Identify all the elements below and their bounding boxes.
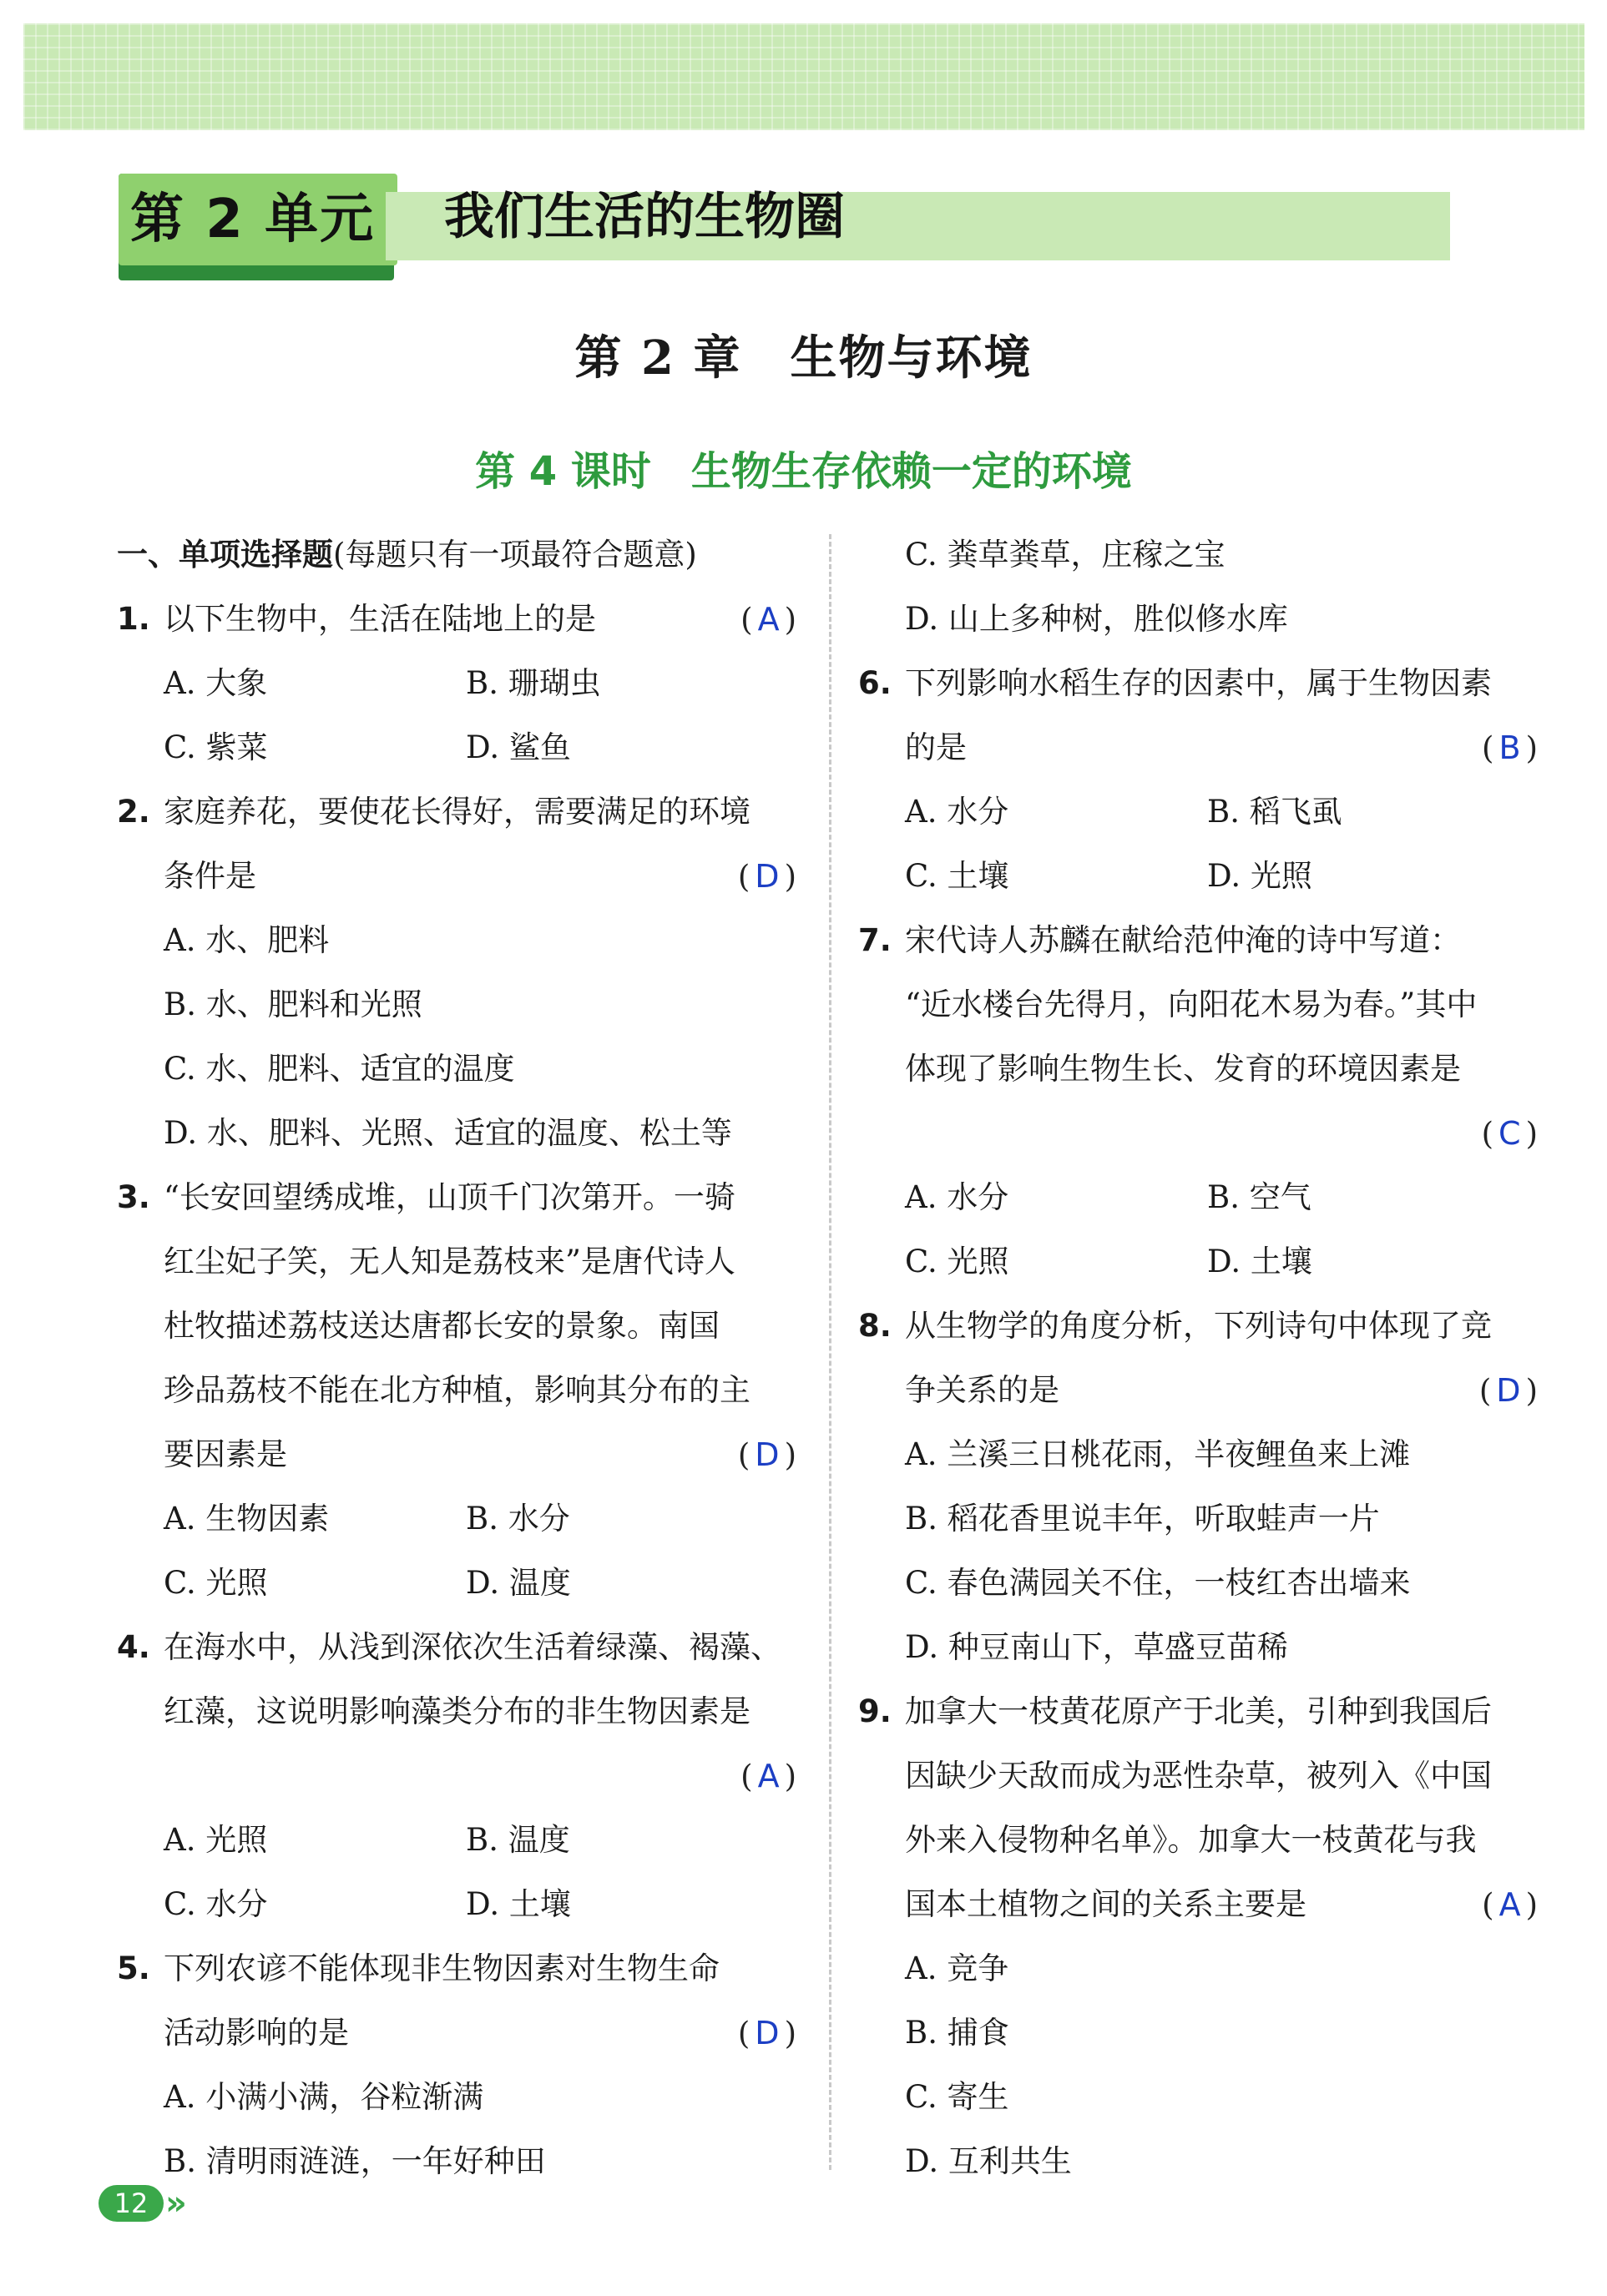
question-text: 的是 (905, 729, 967, 765)
option-row (117, 663, 801, 727)
question-text: 杜牧描述荔枝送达唐都长安的景象。南国 (164, 1308, 720, 1344)
question-number: 4. (117, 1629, 150, 1665)
question-text: 条件是 (164, 858, 256, 894)
question-text: “长安回望绣成堆，山顶千门次第开。一骑 (164, 1179, 735, 1215)
section-heading (117, 534, 801, 598)
answer-box (1482, 727, 1543, 770)
option-a: A. 光照 (164, 1822, 268, 1858)
section-note: (每题只有一项最符合题意) (333, 537, 697, 573)
question-4 (117, 1627, 801, 1691)
bracket-open: ( (737, 1437, 755, 1473)
answer-line (858, 1113, 1543, 1177)
option-d: D. 温度 (466, 1565, 571, 1601)
question-number: 7. (858, 922, 892, 958)
answer-box (1482, 1113, 1543, 1155)
section-title: 一、单项选择题 (117, 537, 333, 573)
option-row (858, 855, 1543, 920)
question-text-line (858, 1884, 1543, 1948)
unit-title: 我们生活的生物圈 (444, 188, 845, 246)
option-b: B. 空气 (1207, 1179, 1311, 1215)
option-a: A. 小满小满，谷粒渐满 (164, 2079, 484, 2115)
question-text: 争关系的是 (905, 1372, 1059, 1408)
question-text-line (117, 1305, 801, 1370)
question-text: 红藻，这说明影响藻类分布的非生物因素是 (164, 1693, 750, 1729)
option-row (117, 2141, 801, 2205)
option-row (117, 1113, 801, 1177)
chevron-right-icon: » (165, 2184, 187, 2223)
answer-box (1482, 1884, 1543, 1926)
question-text: 以下生物中，生活在陆地上的是 (164, 601, 596, 637)
bracket-close: ) (1525, 730, 1543, 766)
option-b: B. 稻飞虱 (1207, 794, 1342, 830)
bracket-close: ) (784, 2016, 801, 2051)
option-b: B. 水分 (466, 1501, 570, 1537)
option-c: C. 水、肥料、适宜的温度 (164, 1051, 515, 1087)
option-b: B. 捕食 (905, 2015, 1009, 2051)
chapter-title: 第 2 章 生物与环境 (574, 331, 1033, 386)
option-a: A. 大象 (164, 665, 268, 701)
bracket-close: ) (1525, 1373, 1543, 1409)
option-c: C. 光照 (164, 1565, 268, 1601)
question-text: “近水楼台先得月，向阳花木易为春。”其中 (905, 987, 1478, 1022)
option-row (858, 1434, 1543, 1498)
question-2 (117, 791, 801, 855)
bracket-close: ) (1525, 1116, 1543, 1152)
question-9 (858, 1691, 1543, 1755)
question-text: 外来入侵物种名单》。加拿大一枝黄花与我 (905, 1822, 1477, 1858)
option-d: D. 种豆南山下，草盛豆苗稀 (905, 1629, 1288, 1665)
option-row (117, 1498, 801, 1562)
left-column (117, 534, 801, 2205)
option-a: A. 生物因素 (164, 1501, 330, 1537)
option-row (117, 727, 801, 791)
question-text-line (117, 2012, 801, 2076)
column-divider (829, 534, 831, 2170)
option-row (117, 2076, 801, 2141)
option-row (858, 534, 1543, 598)
option-a: A. 竞争 (905, 1950, 1009, 1986)
answer-line (117, 1755, 801, 1819)
question-text-line (858, 1048, 1543, 1113)
question-text: 下列农谚不能体现非生物因素对生物生命 (164, 1950, 720, 1986)
question-text-line (858, 1755, 1543, 1819)
question-3 (117, 1177, 801, 1241)
question-text: 活动影响的是 (164, 2015, 349, 2051)
question-text-line (117, 855, 801, 920)
option-b: B. 水、肥料和光照 (164, 987, 422, 1022)
question-number: 3. (117, 1179, 150, 1215)
option-row (858, 1241, 1543, 1305)
question-text: 家庭养花，要使花长得好，需要满足的环境 (164, 794, 750, 830)
question-text: 红尘妃子笑，无人知是荔枝来”是唐代诗人 (164, 1244, 735, 1279)
option-c: C. 春色满园关不住，一枝红杏出墙来 (905, 1565, 1411, 1601)
answer-value: C (1498, 1115, 1526, 1152)
bracket-open: ( (1481, 1116, 1499, 1152)
question-7 (858, 920, 1543, 984)
question-number: 6. (858, 665, 892, 701)
answer-value: A (1498, 1886, 1526, 1923)
bracket-close: ) (784, 1759, 801, 1794)
question-6 (858, 663, 1543, 727)
option-d: D. 鲨鱼 (466, 729, 571, 765)
option-c: C. 寄生 (905, 2079, 1009, 2115)
option-a: A. 水、肥料 (164, 922, 330, 958)
bracket-close: ) (784, 1437, 801, 1473)
question-text-line (117, 1691, 801, 1755)
bracket-open: ( (737, 2016, 755, 2051)
option-row (858, 2076, 1543, 2141)
bracket-open: ( (740, 1759, 758, 1794)
option-a: A. 水分 (905, 794, 1009, 830)
question-text: 下列影响水稻生存的因素中，属于生物因素 (905, 665, 1492, 701)
option-row (117, 920, 801, 984)
answer-value: B (1498, 729, 1526, 766)
question-text-line (117, 1370, 801, 1434)
bracket-open: ( (740, 602, 758, 638)
question-text: 从生物学的角度分析，下列诗句中体现了竞 (905, 1308, 1492, 1344)
bracket-open: ( (1478, 1373, 1497, 1409)
question-text-line (858, 727, 1543, 791)
option-row (858, 1627, 1543, 1691)
option-a: A. 兰溪三日桃花雨，半夜鲤鱼来上滩 (905, 1436, 1411, 1472)
question-text: 因缺少天敌而成为恶性杂草，被列入《中国 (905, 1758, 1492, 1794)
option-row (117, 1884, 801, 1948)
question-number: 9. (858, 1693, 892, 1729)
question-text: 加拿大一枝黄花原产于北美，引种到我国后 (905, 1693, 1492, 1729)
option-row (858, 1177, 1543, 1241)
option-row (117, 1048, 801, 1113)
question-number: 8. (858, 1308, 892, 1344)
option-c: C. 粪草粪草，庄稼之宝 (905, 537, 1225, 573)
bracket-open: ( (737, 859, 755, 895)
option-b: B. 温度 (466, 1822, 570, 1858)
option-d: D. 土壤 (1207, 1244, 1312, 1279)
unit-label: 第 2 单元 (119, 174, 397, 265)
answer-box (738, 2012, 801, 2055)
bracket-close: ) (1525, 1887, 1543, 1923)
option-d: D. 光照 (1207, 858, 1312, 894)
question-text-line (858, 1370, 1543, 1434)
question-text: 珍品荔枝不能在北方种植，影响其分布的主 (164, 1372, 750, 1408)
question-text-line (117, 1241, 801, 1305)
answer-value: D (755, 1436, 785, 1473)
bracket-open: ( (1482, 1887, 1499, 1923)
option-d: D. 水、肥料、光照、适宜的温度、松土等 (164, 1115, 732, 1151)
option-row (858, 2012, 1543, 2076)
answer-value: D (755, 2015, 785, 2051)
option-b: B. 珊瑚虫 (466, 665, 601, 701)
option-d: D. 互利共生 (905, 2143, 1072, 2179)
option-c: C. 光照 (905, 1244, 1009, 1279)
bracket-close: ) (784, 859, 801, 895)
question-text: 体现了影响生物生长、发育的环境因素是 (905, 1051, 1461, 1087)
question-text-line (117, 1434, 801, 1498)
question-text-line (858, 1819, 1543, 1884)
header-pattern-band (23, 23, 1584, 130)
question-number: 2. (117, 794, 150, 830)
option-row (858, 1562, 1543, 1627)
question-8 (858, 1305, 1543, 1370)
option-a: A. 水分 (905, 1179, 1009, 1215)
answer-box (740, 1755, 801, 1798)
answer-box (740, 598, 801, 641)
option-row (117, 984, 801, 1048)
answer-box (738, 1434, 801, 1476)
answer-value: A (757, 1758, 785, 1794)
option-row (858, 598, 1543, 663)
option-c: C. 紫菜 (164, 729, 268, 765)
question-text: 要因素是 (164, 1436, 287, 1472)
question-text-line (858, 984, 1543, 1048)
right-column (858, 534, 1543, 2205)
option-row (117, 1562, 801, 1627)
bracket-close: ) (784, 602, 801, 638)
option-d: D. 土壤 (466, 1886, 571, 1922)
answer-value: A (757, 601, 785, 638)
question-1 (117, 598, 801, 663)
option-b: B. 稻花香里说丰年，听取蛙声一片 (905, 1501, 1380, 1537)
option-d: D. 山上多种树，胜似修水库 (905, 601, 1288, 637)
question-text: 宋代诗人苏麟在献给范仲淹的诗中写道： (905, 922, 1461, 958)
answer-box (738, 855, 801, 898)
option-b: B. 清明雨涟涟，一年好种田 (164, 2143, 546, 2179)
question-number: 5. (117, 1950, 150, 1986)
question-text: 在海水中，从浅到深依次生活着绿藻、褐藻、 (164, 1629, 781, 1665)
lesson-title: 第 4 课时 生物生存依赖一定的环境 (475, 448, 1132, 495)
page-number-badge: 12 (99, 2185, 164, 2222)
option-row (858, 1948, 1543, 2012)
answer-value: D (755, 858, 785, 895)
option-c: C. 水分 (164, 1886, 268, 1922)
question-5 (117, 1948, 801, 2012)
question-number: 1. (117, 601, 150, 637)
answer-value: D (1496, 1372, 1526, 1409)
question-text: 国本土植物之间的关系主要是 (905, 1886, 1306, 1922)
option-row (858, 791, 1543, 855)
unit-header (119, 174, 1450, 280)
bracket-open: ( (1482, 730, 1499, 766)
option-c: C. 土壤 (905, 858, 1009, 894)
answer-box (1479, 1370, 1543, 1412)
option-row (117, 1819, 801, 1884)
option-row (858, 2141, 1543, 2205)
option-row (858, 1498, 1543, 1562)
